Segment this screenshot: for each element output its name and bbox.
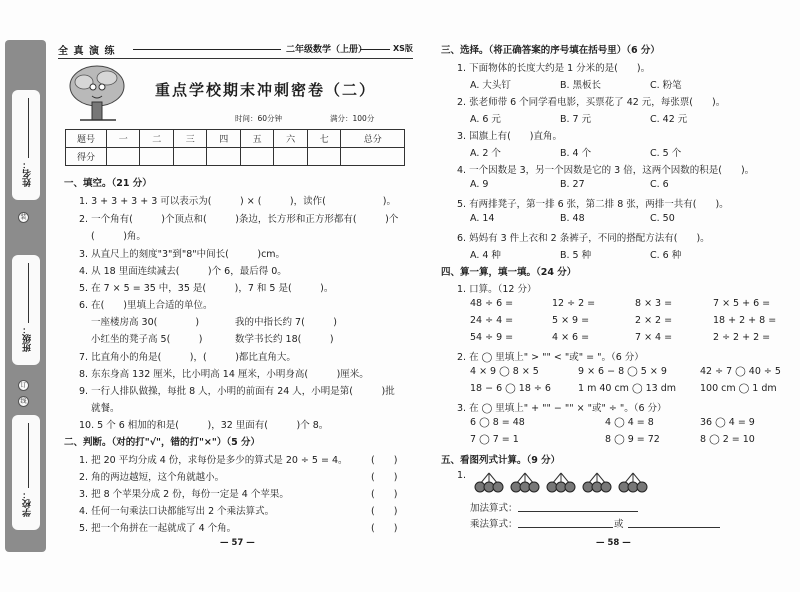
question-text: 9. 一行人排队做操，每批 8 人，小明的前面有 24 人，小明是第( )批 xyxy=(79,386,395,397)
score-table-cell: 题号 xyxy=(66,130,107,148)
calc-item: 12 ÷ 2 = xyxy=(552,298,596,309)
question-text: 一座楼房高 30( ) xyxy=(91,317,200,328)
question-text: 6. 在( )里填上合适的单位。 xyxy=(79,300,213,311)
judge-item: 5. 把一个角拼在一起就成了 4 个角。 xyxy=(79,523,237,534)
question-text: 我的中指长约 7( ) xyxy=(235,317,337,328)
judge-item: 1. 把 20 平均分成 4 份，求每份是多少的算式是 20 ÷ 5 = 4。 xyxy=(79,455,348,466)
question-text: 3. 从直尺上的刻度"3"到"8"中间长( )cm。 xyxy=(79,249,286,260)
calc-item: 4 × 6 = xyxy=(552,332,590,343)
judge-item: 4. 任何一句乘法口诀都能写出 2 个乘法算式。 xyxy=(79,506,275,517)
choice-option: B. 48 xyxy=(560,213,585,224)
school-box xyxy=(12,415,40,530)
section-heading: 一、填空。（21 分） xyxy=(64,178,152,189)
judge-item: 3. 把 8 个苹果分成 2 份，每份一定是 4 个苹果。 xyxy=(79,489,289,500)
compare-item: 18 − 6 ◯ 18 ÷ 6 xyxy=(470,383,551,394)
cherries-icon xyxy=(582,471,612,493)
calc-item: 8 × 3 = xyxy=(635,298,673,309)
score-input[interactable] xyxy=(341,148,405,166)
binding-hole: 装 xyxy=(18,212,29,223)
question-text: ( )角。 xyxy=(91,231,146,242)
calc-item: 2 ÷ 2 + 2 = xyxy=(713,332,771,343)
calc-item: 7 × 5 + 6 = xyxy=(713,298,771,309)
operator-item: 7 ◯ 7 = 1 xyxy=(470,434,519,445)
addition-answer-line[interactable] xyxy=(518,511,638,512)
multiplication-answer-line-alt[interactable] xyxy=(628,527,720,528)
or-label: 或 xyxy=(614,519,624,530)
choice-option: B. 5 种 xyxy=(560,250,592,261)
score-table-cell: 七 xyxy=(307,130,340,148)
score-info: 满分：100分 xyxy=(330,114,375,123)
score-input[interactable] xyxy=(240,148,273,166)
judge-item: 2. 角的两边越短，这个角就越小。 xyxy=(79,472,225,483)
class-label: 班级： xyxy=(23,325,33,352)
question-number: 1. xyxy=(457,470,467,481)
choice-question: 6. 妈妈有 3 件上衣和 2 条裤子，不同的搭配方法有( )。 xyxy=(457,233,710,244)
choice-question: 3. 国旗上有( )直角。 xyxy=(457,131,562,142)
score-table-score-row xyxy=(66,148,405,166)
score-table xyxy=(65,129,405,166)
score-table-cell: 四 xyxy=(207,130,240,148)
operator-item: 36 ◯ 4 = 9 xyxy=(700,417,755,428)
school-field[interactable] xyxy=(28,423,29,488)
score-table-cell: 六 xyxy=(274,130,307,148)
question-text: 就餐。 xyxy=(91,403,120,414)
header-divider xyxy=(58,58,413,59)
choice-question: 1. 下面物体的长度大约是 1 分米的是( )。 xyxy=(457,63,651,74)
compare-item: 4 × 9 ◯ 8 × 5 xyxy=(470,366,539,377)
cherries-icon xyxy=(618,471,648,493)
binding-hole: 订 xyxy=(18,380,29,391)
choice-option: B. 7 元 xyxy=(560,114,592,125)
sub-heading: 1. 口算。（12 分） xyxy=(457,284,537,295)
binding-hole: 线 xyxy=(18,396,29,407)
choice-option: C. 50 xyxy=(650,213,675,224)
class-field[interactable] xyxy=(28,263,29,323)
choice-question: 4. 一个因数是 3，另一个因数是它的 3 倍，这两个因数的积是( )。 xyxy=(457,165,755,176)
choice-option: C. 6 种 xyxy=(650,250,682,261)
compare-item: 9 × 6 − 8 ◯ 5 × 9 xyxy=(578,366,667,377)
score-input[interactable] xyxy=(107,148,140,166)
tree-illustration xyxy=(66,62,128,124)
calc-item: 5 × 9 = xyxy=(552,315,590,326)
score-table-cell: 三 xyxy=(173,130,206,148)
multiplication-answer-line[interactable] xyxy=(518,527,613,528)
compare-item: 1 m 40 cm ◯ 13 dm xyxy=(578,383,676,394)
binding-strip xyxy=(5,40,46,552)
score-table-cell: 五 xyxy=(240,130,273,148)
cherries-icon xyxy=(474,471,504,493)
section-heading: 四、算一算，填一填。（24 分） xyxy=(441,267,577,278)
calc-item: 7 × 4 = xyxy=(635,332,673,343)
cherries-icon xyxy=(546,471,576,493)
score-table-cell: 一 xyxy=(107,130,140,148)
banner-rule xyxy=(360,49,390,50)
name-label: 姓名： xyxy=(23,160,33,187)
class-box xyxy=(12,255,40,365)
score-table-cell: 二 xyxy=(140,130,173,148)
calc-item: 18 + 2 + 8 = xyxy=(713,315,777,326)
page-number: — 58 — xyxy=(596,538,631,548)
cherries-icon xyxy=(510,471,540,493)
score-input[interactable] xyxy=(274,148,307,166)
subject-label: 二年级数学（上册） xyxy=(286,45,368,55)
operator-item: 6 ◯ 8 = 48 xyxy=(470,417,525,428)
calc-item: 48 ÷ 6 = xyxy=(470,298,514,309)
choice-option: A. 14 xyxy=(470,213,495,224)
section-heading: 二、判断。（对的打"√"，错的打"×"）（5 分） xyxy=(64,437,261,448)
score-input[interactable] xyxy=(307,148,340,166)
choice-option: C. 粉笔 xyxy=(650,80,682,91)
question-text: 1. 3 + 3 + 3 + 3 可以表示为( ) × ( )，读作( )。 xyxy=(79,196,397,207)
score-table-cell: 总分 xyxy=(341,130,405,148)
compare-item: 42 ÷ 7 ◯ 40 ÷ 5 xyxy=(700,366,781,377)
score-input[interactable] xyxy=(207,148,240,166)
score-table-header-row xyxy=(66,130,405,148)
name-box xyxy=(12,90,40,200)
choice-option: A. 6 元 xyxy=(470,114,501,125)
choice-option: A. 2 个 xyxy=(470,148,501,159)
question-text: 4. 从 18 里面连续减去( )个 6，最后得 0。 xyxy=(79,266,287,277)
answer-paren[interactable]: ( ) xyxy=(371,489,398,500)
choice-option: B. 4 个 xyxy=(560,148,592,159)
compare-item: 100 cm ◯ 1 dm xyxy=(700,383,777,394)
score-input[interactable] xyxy=(173,148,206,166)
section-heading: 五、看图列式计算。（9 分） xyxy=(441,455,561,466)
choice-option: C. 42 元 xyxy=(650,114,688,125)
choice-option: A. 9 xyxy=(470,179,489,190)
choice-option: A. 4 种 xyxy=(470,250,501,261)
time-info: 时间：60分钟 xyxy=(235,114,283,123)
question-text: 小红坐的凳子高 5( ) xyxy=(91,334,203,345)
operator-item: 8 ◯ 2 = 10 xyxy=(700,434,755,445)
series-title: 全 真 演 练 xyxy=(58,46,116,57)
calc-item: 2 × 2 = xyxy=(635,315,673,326)
choice-option: B. 27 xyxy=(560,179,585,190)
sub-heading: 3. 在 ◯ 里填上" + "" − "" × "或" ÷ "。（6 分） xyxy=(457,403,667,414)
score-input[interactable] xyxy=(140,148,173,166)
edition-label: XS版 xyxy=(393,44,413,53)
choice-option: C. 6 xyxy=(650,179,669,190)
header-banner xyxy=(58,42,413,56)
name-field[interactable] xyxy=(28,98,29,158)
addition-label: 加法算式： xyxy=(470,503,518,514)
question-text: 7. 比直角小的角是( )，( )都比直角大。 xyxy=(79,352,296,363)
choice-option: A. 大头钉 xyxy=(470,80,511,91)
question-text: 2. 一个角有( )个顶点和( )条边，长方形和正方形都有( )个 xyxy=(79,214,399,225)
answer-paren[interactable]: ( ) xyxy=(371,472,398,483)
question-text: 10. 5 个 6 相加的和是( )，32 里面有( )个 8。 xyxy=(79,420,329,431)
calc-item: 54 ÷ 9 = xyxy=(470,332,514,343)
answer-paren[interactable]: ( ) xyxy=(371,523,398,534)
choice-option: C. 5 个 xyxy=(650,148,682,159)
answer-paren[interactable]: ( ) xyxy=(371,506,398,517)
question-text: 5. 在 7 × 5 = 35 中，35 是( )，7 和 5 是( )。 xyxy=(79,283,334,294)
page-number: — 57 — xyxy=(220,538,255,548)
choice-question: 2. 张老师带 6 个同学看电影，买票花了 42 元，每张票( )。 xyxy=(457,97,726,108)
choice-option: B. 黑板长 xyxy=(560,80,602,91)
sub-heading: 2. 在 ◯ 里填上" > "" < "或" = "。（6 分） xyxy=(457,352,644,363)
banner-rule xyxy=(133,49,281,50)
multiplication-label: 乘法算式： xyxy=(470,519,518,530)
question-text: 数学书长约 18( ) xyxy=(235,334,334,345)
school-label: 学校： xyxy=(23,490,33,517)
section-heading: 三、选择。（将正确答案的序号填在括号里）（6 分） xyxy=(441,45,660,56)
answer-paren[interactable]: ( ) xyxy=(371,455,398,466)
exam-title: 重点学校期末冲刺密卷（二） xyxy=(155,81,377,99)
calc-item: 24 ÷ 4 = xyxy=(470,315,514,326)
operator-item: 4 ◯ 4 = 8 xyxy=(605,417,654,428)
operator-item: 8 ◯ 9 = 72 xyxy=(605,434,660,445)
question-text: 8. 东东身高 132 厘米，比小明高 14 厘米，小明身高( )厘米。 xyxy=(79,369,369,380)
score-table-cell: 得分 xyxy=(66,148,107,166)
choice-question: 5. 有两排凳子，第一排 6 张，第二排 8 张，两排一共有( )。 xyxy=(457,199,729,210)
